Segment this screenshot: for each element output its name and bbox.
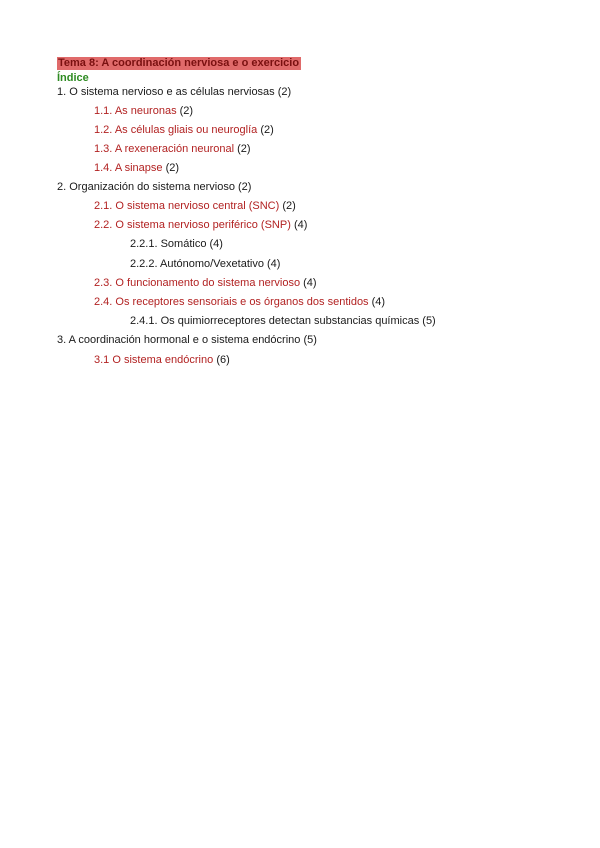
toc-entry-label: Organización do sistema nervioso xyxy=(69,181,235,193)
toc-entry[interactable] xyxy=(94,162,179,175)
toc-entry-label: As neuronas xyxy=(114,105,177,117)
toc-entry-number: 1. xyxy=(57,86,67,98)
toc-entry[interactable] xyxy=(94,219,307,232)
toc-entry-label: O sistema endócrino xyxy=(112,354,214,366)
toc-entry-page: (2) xyxy=(260,124,274,136)
toc-entry-page: (5) xyxy=(303,334,317,346)
toc-entry-number: 2.2.2. xyxy=(130,258,158,270)
toc-entry-page: (2) xyxy=(238,181,252,193)
toc-entry-page: (4) xyxy=(267,258,281,270)
toc-entry[interactable] xyxy=(130,315,436,328)
toc-entry-page: (5) xyxy=(422,315,436,327)
toc-entry-page: (4) xyxy=(371,296,386,308)
toc-entry-page: (2) xyxy=(179,105,194,117)
toc-entry[interactable] xyxy=(94,354,230,367)
toc-entry-number: 1.1. xyxy=(94,105,113,117)
toc-entry-page: (2) xyxy=(165,162,180,174)
toc-entry-label: A rexeneración neuronal xyxy=(114,143,235,155)
toc-entry[interactable] xyxy=(130,258,280,271)
toc-entry-number: 1.2. xyxy=(94,124,113,136)
toc-entry-number: 3. xyxy=(57,334,67,346)
toc-entry-number: 2. xyxy=(57,181,67,193)
toc-entry[interactable] xyxy=(94,124,274,137)
toc-entry[interactable] xyxy=(94,105,193,118)
toc-entry-label: O sistema nervioso periférico (SNP) xyxy=(115,219,291,231)
toc-entry[interactable] xyxy=(94,143,251,156)
toc-entry-page: (4) xyxy=(209,238,223,250)
toc-entry[interactable] xyxy=(94,200,296,213)
toc-entry-label: Os quimiorreceptores detectan substancias químicas xyxy=(160,315,420,327)
toc-entry-number: 2.2.1. xyxy=(130,238,158,250)
toc-entry-number: 1.4. xyxy=(94,162,113,174)
toc-entry-label: O sistema nervioso central (SNC) xyxy=(115,200,280,212)
toc-entry[interactable] xyxy=(57,86,291,99)
toc-entry-page: (2) xyxy=(277,86,292,98)
toc-entry-label: O funcionamento do sistema nervioso xyxy=(115,277,301,289)
toc-entry-page: (2) xyxy=(237,143,251,155)
toc-entry-number: 2.3. xyxy=(94,277,113,289)
toc-entry-label: O sistema nervioso e as células nerviosas xyxy=(69,86,275,98)
toc-entry[interactable] xyxy=(57,334,317,347)
toc-entry[interactable] xyxy=(57,181,251,194)
toc-entry-label: Somático xyxy=(160,238,207,250)
toc-entry-page: (4) xyxy=(303,277,317,289)
toc-entry-number: 2.1. xyxy=(94,200,113,212)
toc-entry-label: As células gliais ou neuroglía xyxy=(114,124,258,136)
document-title: Tema 8: A coordinación nerviosa e o exercicio xyxy=(58,57,300,69)
toc-entry-label: A coordinación hormonal e o sistema endócrino xyxy=(68,334,301,346)
toc-entry[interactable] xyxy=(94,277,317,290)
index-heading: Índice xyxy=(57,72,89,84)
toc-entry-page: (4) xyxy=(293,219,308,231)
toc-entry[interactable] xyxy=(94,296,385,309)
toc-entry-number: 2.4.1. xyxy=(130,315,158,327)
toc-entry-number: 2.4. xyxy=(94,296,113,308)
toc-entry-number: 2.2. xyxy=(94,219,113,231)
toc-entry-number: 3.1 xyxy=(94,354,110,366)
toc-entry-label: Os receptores sensoriais e os órganos dos sentidos xyxy=(115,296,369,308)
toc-entry[interactable] xyxy=(130,238,223,251)
toc-entry-label: Autónomo/Vexetativo xyxy=(159,258,264,270)
toc-entry-number: 1.3. xyxy=(94,143,113,155)
toc-entry-page: (2) xyxy=(282,200,296,212)
toc-entry-label: A sinapse xyxy=(114,162,163,174)
toc-entry-page: (6) xyxy=(216,354,230,366)
